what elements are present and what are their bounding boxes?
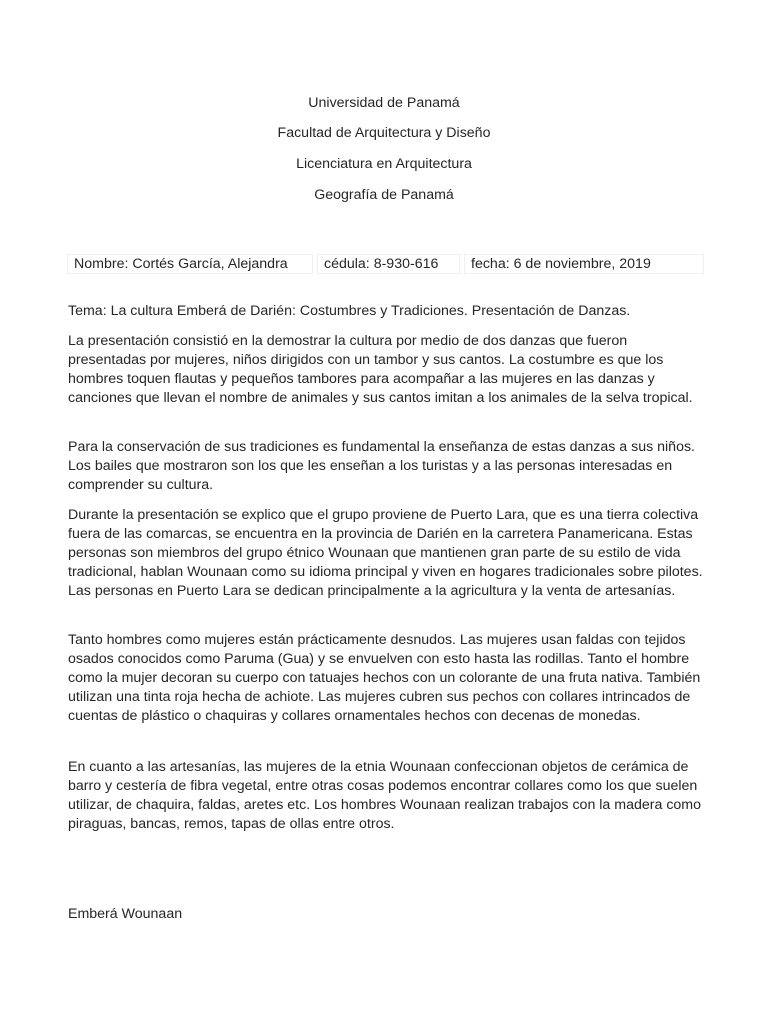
paragraph: Tanto hombres como mujeres están prácticamente desnudos. Las mujeres usan faldas con tejidos osados conocidos como Paruma (Gua) y se envuelven con esto hasta las rodillas. Tanto el hombre como la mujer decoran su cuerpo con tatuajes hechos con un colorante de una fruta nativa. También utilizan una tinta roja hecha de achiote. Las mujeres cubren sus pechos con collares intrincados de cuentas de plástico o chaquiras y collares ornamentales hechos con decenas de monedas. bbox=[68, 632, 701, 724]
degree-name: Licenciatura en Arquitectura bbox=[296, 156, 472, 172]
course-name: Geografía de Panamá bbox=[314, 187, 454, 203]
paragraph: Durante la presentación se explico que el grupo proviene de Puerto Lara, que es una tierra colectiva fuera de las comarcas, se encuentra en la provincia de Darién en la carretera Panamericana. Estas personas son miembros del grupo étnico Wounaan que mantienen gran parte de su estilo de vida tradicional, hablan Wounaan como su idioma principal y viven en hogares tradicionales sobre pilotes. Las personas en Puerto Lara se dedican principalmente a la agricultura y la venta de artesanías. bbox=[68, 507, 703, 599]
submission-date: fecha: 6 de noviembre, 2019 bbox=[464, 254, 704, 274]
paragraph: La presentación consistió en la demostrar la cultura por medio de dos danzas que fueron presentadas por mujeres, niños dirigidos con un tambor y sus cantos. La costumbre es que los hombres toquen flautas y pequeños tambores para acompañar a las mujeres en las danzas y canciones que llevan el nombre de animales y sus cantos imitan a los animales de la selva tropical. bbox=[68, 333, 693, 406]
student-info-table bbox=[67, 254, 704, 274]
student-id: cédula: 8-930-616 bbox=[317, 254, 460, 274]
student-name: Nombre: Cortés García, Alejandra bbox=[67, 254, 313, 274]
footer-label: Emberá Wounaan bbox=[68, 906, 183, 922]
faculty-name: Facultad de Arquitectura y Diseño bbox=[277, 125, 491, 141]
paragraph: Para la conservación de sus tradiciones es fundamental la enseñanza de estas danzas a sus niños. Los bailes que mostraron son los que les enseñan a los turistas y a las personas interesadas en comprender su cultura. bbox=[68, 439, 696, 493]
paragraph: En cuanto a las artesanías, las mujeres de la etnia Wounaan confeccionan objetos de cerámica de barro y cestería de fibra vegetal, entre otras cosas podemos encontrar collares como los que suelen utilizar, de chaquira, faldas, aretes etc. Los hombres Wounaan realizan trabajos con la madera como piraguas, bancas, remos, tapas de ollas entre otros. bbox=[68, 759, 702, 832]
university-name: Universidad de Panamá bbox=[308, 95, 460, 111]
topic-line: Tema: La cultura Emberá de Darién: Costumbres y Tradiciones. Presentación de Danzas. bbox=[68, 303, 631, 319]
